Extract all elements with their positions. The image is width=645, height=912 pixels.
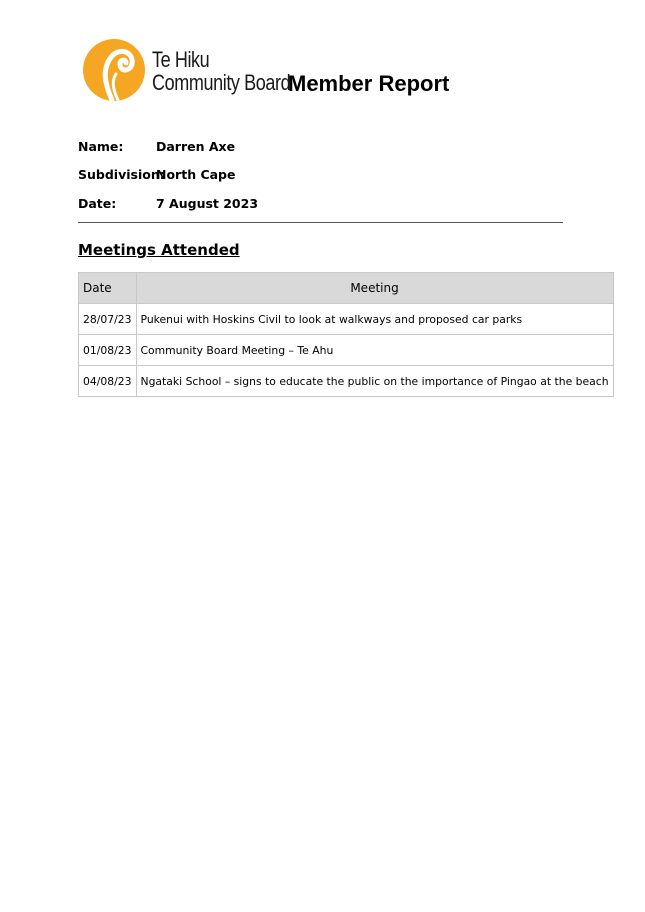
org-name-line1: Te Hiku <box>152 47 210 72</box>
row-meeting: Pukenui with Hoskins Civil to look at walkways and proposed car parks <box>136 304 613 335</box>
subdivision-value: North Cape <box>156 167 236 182</box>
te-hiku-logo <box>82 38 146 102</box>
table-header-row <box>79 273 614 304</box>
row-meeting: Community Board Meeting – Te Ahu <box>136 335 613 366</box>
report-title: Member Report <box>288 71 450 96</box>
date-label: Date: <box>78 196 117 211</box>
column-header-date: Date <box>79 273 137 304</box>
table-row <box>79 335 614 366</box>
section-title: Meetings Attended <box>78 241 240 259</box>
row-meeting: Ngataki School – signs to educate the public on the importance of Pingao at the beach <box>136 366 613 397</box>
meetings-table <box>78 272 614 397</box>
subdivision-label: Subdivision: <box>78 167 165 182</box>
row-date: 01/08/23 <box>79 335 137 366</box>
row-date: 28/07/23 <box>79 304 137 335</box>
org-name-line2: Community Board <box>152 70 291 95</box>
row-date: 04/08/23 <box>79 366 137 397</box>
date-value: 7 August 2023 <box>156 196 259 211</box>
table-row <box>79 304 614 335</box>
table-row <box>79 366 614 397</box>
name-label: Name: <box>78 139 124 154</box>
name-value: Darren Axe <box>156 139 236 154</box>
divider <box>78 222 563 223</box>
column-header-meeting: Meeting <box>136 273 613 304</box>
